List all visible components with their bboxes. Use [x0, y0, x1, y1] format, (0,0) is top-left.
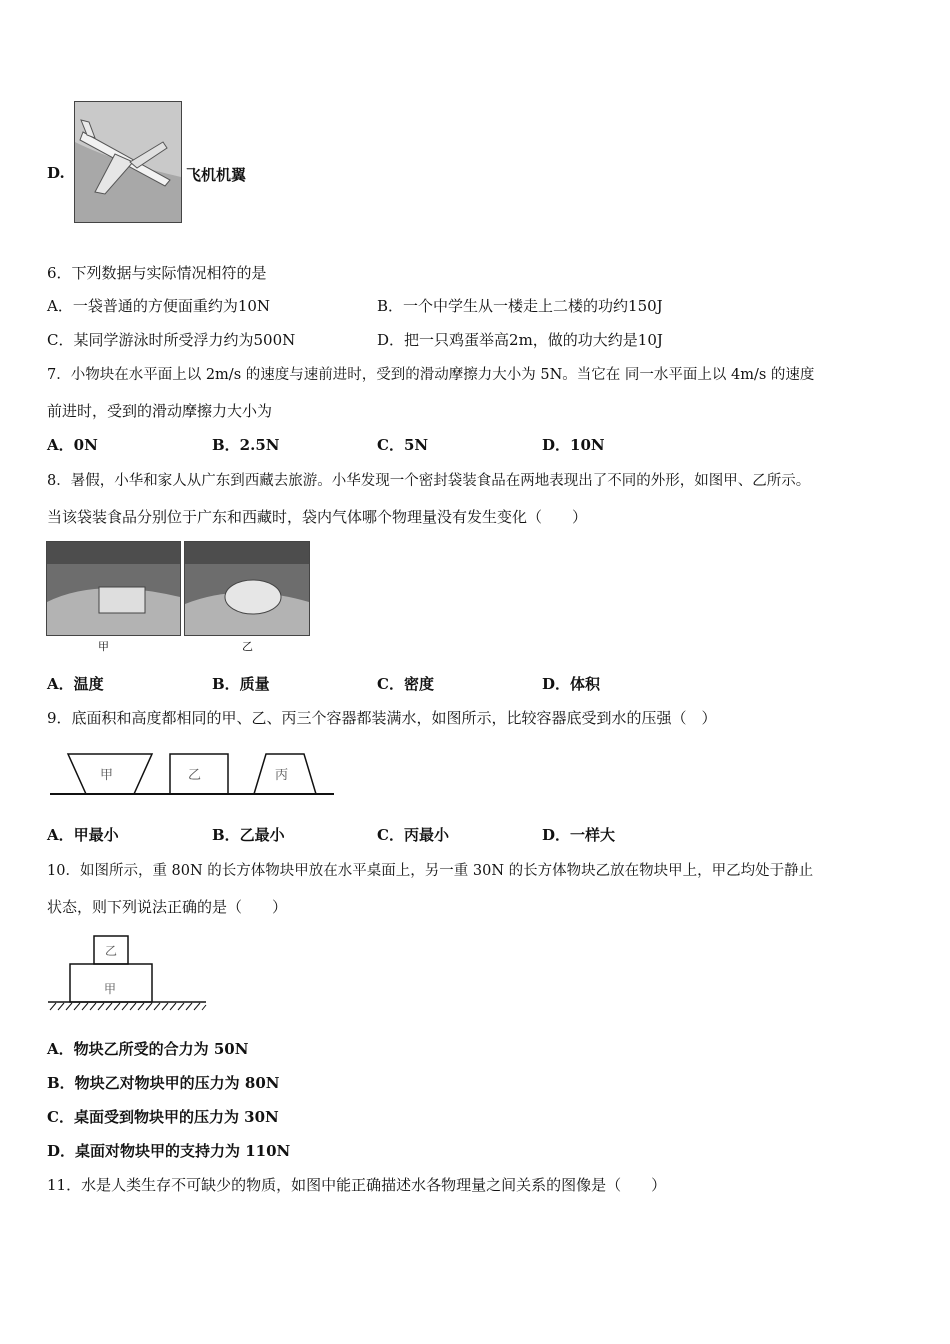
q10-option-b: B．物块乙对物块甲的压力为 80N: [47, 1074, 280, 1092]
block-jia-label: 甲: [104, 982, 117, 996]
q9-option-a: A．甲最小: [47, 826, 119, 844]
food-bag-image-yi: [185, 542, 309, 635]
q6-option-a: A．一袋普通的方便面重约为10N: [47, 297, 271, 315]
q8-label-jia: 甲: [98, 640, 109, 653]
food-bag-photo-guangdong: [46, 541, 181, 636]
food-bag-image-jia: [47, 542, 180, 635]
q6-option-d: D．把一只鸡蛋举高2m，做的功大约是10J: [377, 331, 663, 349]
q7-stem-line1: 7．小物块在水平面上以 2m/s 的速度与速前进时，受到的滑动摩擦力大小为 5N。当它在 同一水平面上以 4m/s 的速度: [47, 367, 815, 383]
q7-stem-line2: 前进时，受到的滑动摩擦力大小为: [47, 402, 273, 420]
q10-option-a: A．物块乙所受的合力为 50N: [47, 1040, 249, 1058]
q5-option-d-text: 飞机机翼: [186, 166, 247, 184]
q6-option-c: C．某同学游泳时所受浮力约为500N: [47, 331, 296, 349]
q10-option-c: C．桌面受到物块甲的压力为 30N: [47, 1108, 279, 1126]
q8-option-a: A．温度: [47, 675, 104, 693]
q6-stem: 6．下列数据与实际情况相符的是: [47, 264, 267, 282]
q10-stem-line2: 状态，则下列说法正确的是（ ）: [47, 898, 288, 916]
q6-option-b: B．一个中学生从一楼走上二楼的功约150J: [377, 297, 663, 315]
block-yi-label: 乙: [105, 944, 118, 958]
q9-option-d: D．一样大: [542, 826, 616, 844]
blocks-diagram: [48, 932, 208, 1014]
container-jia-label: 甲: [100, 768, 114, 783]
q8-label-yi: 乙: [242, 640, 253, 653]
q7-option-c: C．5N: [377, 436, 429, 454]
q11-stem: 11．水是人类生存不可缺少的物质，如图中能正确描述水各物理量之间关系的图像是（ ）: [47, 1176, 667, 1194]
q8-stem-line1: 8．暑假，小华和家人从广东到西藏去旅游。小华发现一个密封袋装食品在两地表现出了不同的外形，如图甲、乙所示。: [47, 473, 811, 489]
q10-option-d: D．桌面对物块甲的支持力为 110N: [47, 1142, 291, 1160]
q10-stem-line1: 10．如图所示，重 80N 的长方体物块甲放在水平桌面上，另一重 30N 的长方体物块乙放在物块甲上，甲乙均处于静止: [47, 863, 814, 879]
airplane-photo: [74, 101, 182, 223]
q7-option-d: D．10N: [542, 436, 605, 454]
q8-stem-line2: 当该袋装食品分别位于广东和西藏时，袋内气体哪个物理量没有发生变化（ ）: [47, 508, 588, 526]
q8-option-b: B．质量: [212, 675, 270, 693]
q8-option-c: C．密度: [377, 675, 434, 693]
q9-option-b: B．乙最小: [212, 826, 285, 844]
food-bag-photo-tibet: [184, 541, 310, 636]
q7-option-a: A．0N: [47, 436, 98, 454]
container-bing-label: 丙: [275, 768, 289, 783]
q8-option-d: D．体积: [542, 675, 601, 693]
q9-option-c: C．丙最小: [377, 826, 449, 844]
table-hatching: [50, 1003, 206, 1010]
q5-option-d-label: D.: [47, 164, 65, 182]
q9-stem: 9．底面积和高度都相同的甲、乙、丙三个容器都装满水，如图所示，比较容器底受到水的压强（ ）: [47, 709, 717, 727]
q7-option-b: B．2.5N: [212, 436, 280, 454]
container-yi-label: 乙: [188, 768, 202, 783]
airplane-image: [75, 102, 181, 222]
